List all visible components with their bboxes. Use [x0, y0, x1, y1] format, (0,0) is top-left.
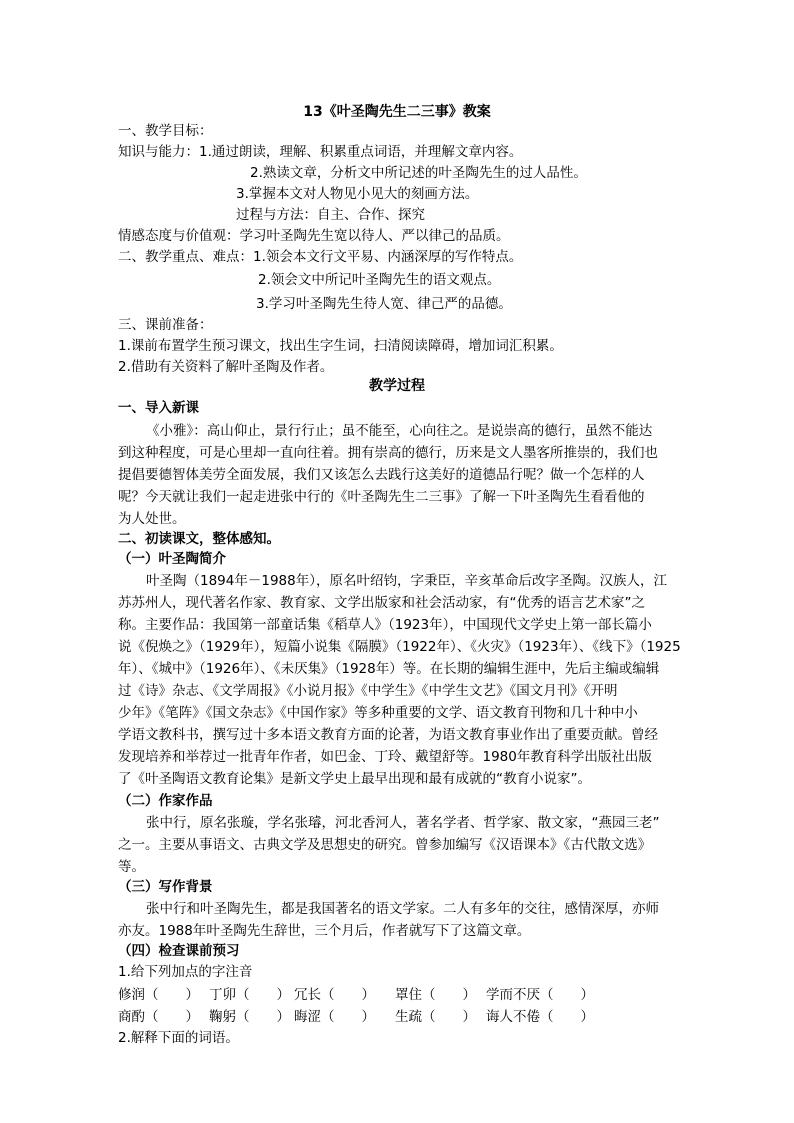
keypoint-line: 3.学习叶圣陶先生待人宽、律己严的品德。: [256, 296, 512, 312]
goals-heading: 一、教学目标：: [118, 123, 213, 139]
pinyin-item: 鞠躬（ ）: [209, 1009, 290, 1025]
goal-line: 知识与能力：1.通过朗读，理解、积累重点词语，并理解文章内容。: [118, 144, 523, 160]
goal-line: 过程与方法：自主、合作、探究: [236, 207, 425, 223]
background-heading: （三）写作背景: [118, 879, 213, 895]
pinyin-row: [118, 1007, 594, 1027]
prep-heading: 三、课前准备：: [118, 317, 213, 333]
pinyin-item: 诲人不倦（ ）: [486, 1009, 594, 1025]
pinyin-item: 冗长（ ）: [294, 987, 375, 1003]
prep-line: 1.课前布置学生预习课文，找出生字生词，扫清阅读障碍，增加词汇积累。: [118, 338, 563, 354]
works-line: 等。: [118, 859, 145, 875]
check-heading: （四）检查课前预习: [118, 943, 240, 959]
bio-line: 学语文教科书，撰写过十多本语文教育方面的论著，为语文教育事业作出了重要贡献。曾经: [118, 727, 658, 743]
works-line: 张中行，原名张璇，学名张璿，河北香河人，著名学者、哲学家、散文家，“燕园三老”: [146, 815, 660, 831]
pinyin-item: 晦涩（ ）: [294, 1009, 375, 1025]
process-heading: 教学过程: [369, 378, 425, 394]
intro-line: 为人处世。: [118, 511, 186, 527]
bio-line: 称。主要作品：我国第一部童话集《稻草人》（1923年），中国现代文学史上第一部长篇小: [118, 617, 652, 633]
pinyin-item: 罩住（ ）: [395, 987, 476, 1003]
background-line: 张中行和叶圣陶先生，都是我国著名的语文学家。二人有多年的交往，感情深厚，亦师: [146, 901, 659, 917]
bio-heading: （一）叶圣陶简介: [118, 551, 226, 567]
bio-line: 了《叶圣陶语文教育论集》是新文学史上最早出现和最有成就的“教育小说家”。: [118, 771, 591, 787]
pinyin-row: [118, 985, 594, 1005]
works-heading: （二）作家作品: [118, 793, 213, 809]
document-title: 13《叶圣陶先生二三事》教案: [303, 104, 491, 120]
bio-line: 叶圣陶（1894年－1988年），原名叶绍钧，字秉臣，辛亥革命后改字圣陶。汉族人，江: [146, 573, 667, 589]
prep-line: 2.借助有关资料了解叶圣陶及作者。: [118, 359, 334, 375]
keypoint-line: 2.领会文中所记叶圣陶先生的语文观点。: [258, 272, 501, 288]
pinyin-item: 商酌（ ）: [118, 1009, 199, 1025]
goal-line: 3.掌握本文对人物见小见大的刻画方法。: [236, 186, 479, 202]
background-line: 亦友。1988年叶圣陶先生辞世，三个月后，作者就写下了这篇文章。: [118, 923, 531, 939]
intro-heading: 一、导入新课: [118, 400, 199, 416]
pinyin-item: 丁卯（ ）: [209, 987, 290, 1003]
bio-line: 苏苏州人，现代著名作家、教育家、文学出版家和社会活动家，有“优秀的语言艺术家”之: [118, 595, 645, 611]
bio-line: 少年》《笔阵》《国文杂志》《中国作家》等多种重要的文学、语文教育刊物和几十种中小: [118, 705, 638, 721]
read-heading: 二、初读课文，整体感知。: [118, 531, 280, 547]
pinyin-item: 修润（ ）: [118, 987, 199, 1003]
question-1: 1.给下列加点的字注音: [118, 964, 253, 980]
goal-line: 2.熟读文章，分析文中所记述的叶圣陶先生的过人品性。: [250, 165, 587, 181]
intro-line: 到这种程度，可是心里却一直向往着。拥有崇高的德行，历来是文人墨客所推崇的，我们也: [118, 445, 658, 461]
bio-line: 说《倪焕之》（1929年），短篇小说集《隔膜》（1922年）、《火灾》（1923年）、《线下》（1925: [118, 639, 681, 655]
keypoint-line: 二、教学重点、难点：1.领会本文行文平易、内涵深厚的写作特点。: [118, 249, 523, 265]
intro-line: 呢？今天就让我们一起走进张中行的《叶圣陶先生二三事》了解一下叶圣陶先生看看他的: [118, 489, 645, 505]
pinyin-item: 生疏（ ）: [395, 1009, 476, 1025]
intro-line: 提倡要德智体美劳全面发展，我们又该怎么去践行这美好的道德品行呢？做一个怎样的人: [118, 467, 645, 483]
intro-line: 《小雅》：高山仰止，景行行止；虽不能至，心向往之。是说崇高的德行，虽然不能达: [146, 423, 653, 439]
goal-line: 情感态度与价值观：学习叶圣陶先生宽以待人、严以律己的品质。: [118, 228, 510, 244]
bio-line: 年）、《城中》（1926年）、《未厌集》（1928年）等。在长期的编辑生涯中，先后主编或编辑: [118, 661, 660, 677]
bio-line: 过《诗》杂志、《文学周报》《小说月报》《中学生》《中学生文艺》《国文月刊》《开明: [118, 683, 618, 699]
question-2: 2.解释下面的词语。: [118, 1030, 239, 1046]
pinyin-item: 学而不厌（ ）: [486, 987, 594, 1003]
works-line: 之一。主要从事语文、古典文学及思想史的研究。曾参加编写《汉语课本》《古代散文选》: [118, 837, 652, 853]
bio-line: 发现培养和举荐过一批青年作者，如巴金、丁玲、戴望舒等。1980年教育科学出版社出版: [118, 749, 652, 765]
